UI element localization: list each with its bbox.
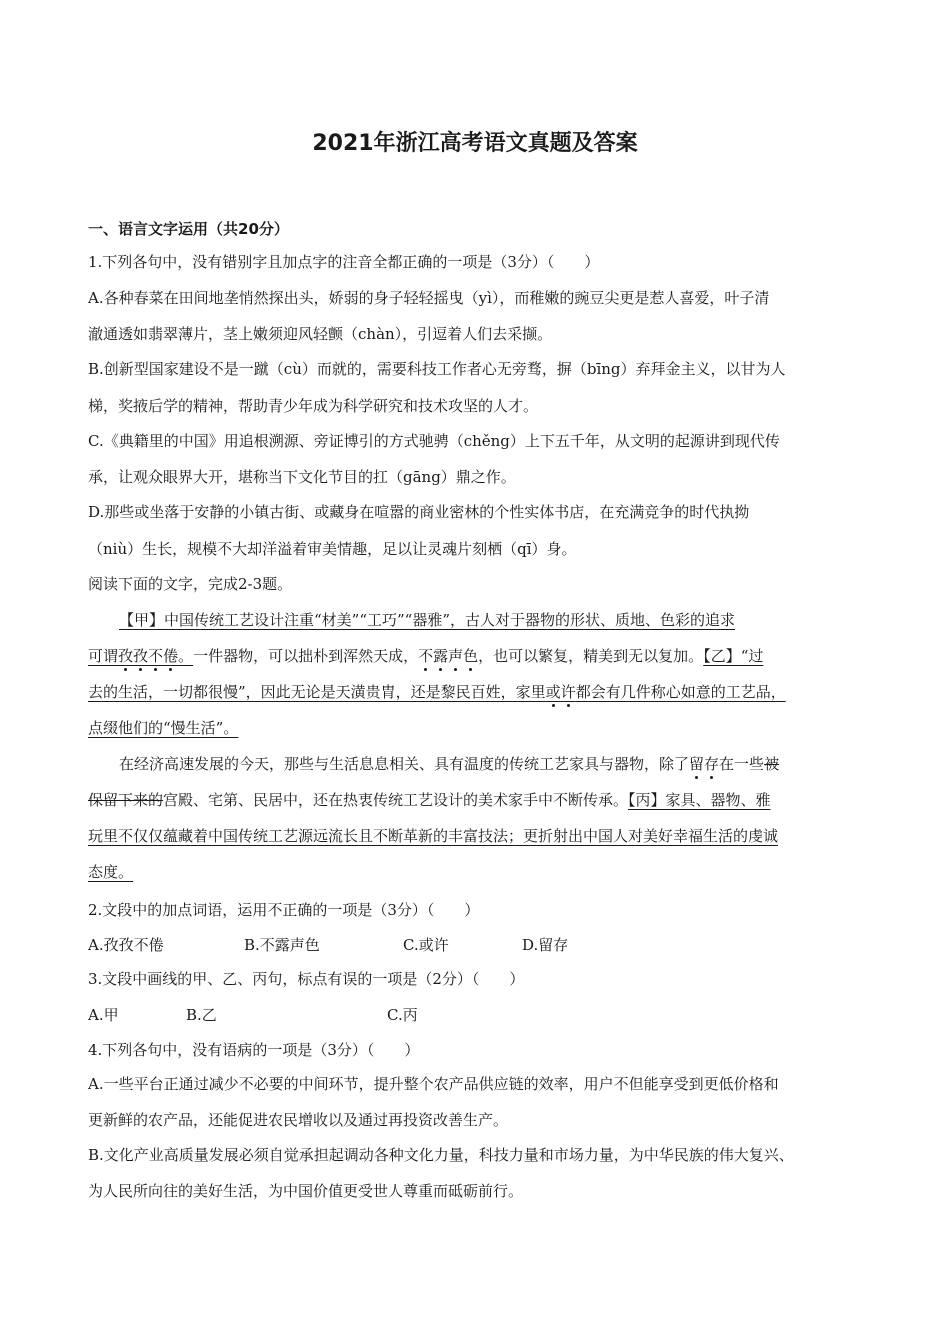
reading-intro: 阅读下面的文字，完成2-3题。	[88, 575, 293, 593]
question-3-option-b: B.乙	[186, 1006, 217, 1024]
emphasis-dot-char: 声	[448, 647, 464, 665]
question-1-option-d: D.那些或坐落于安静的小镇古街、或藏身在喧嚣的商业密林的个性实体书店，在充满竞争的时代执拗	[88, 503, 750, 521]
question-1-option-d-cont: （niù）生长，规模不大却洋溢着审美情趣，足以让灵魂片刻栖（qī）身。	[88, 540, 577, 558]
emphasis-dot-char: 孜	[133, 647, 149, 665]
question-3-option-c: C.丙	[387, 1006, 418, 1024]
emphasis-dot-char: 许	[560, 683, 576, 701]
question-4-stem: 4.下列各句中，没有语病的一项是（3分）（ ）	[88, 1041, 420, 1059]
passage-text: 去的生活，一切都很慢”，因此无论是天潢贵胄，还是黎民百姓，家里	[88, 683, 546, 701]
passage-sentence-bing-end: 态度。	[88, 863, 134, 881]
question-3-stem: 3.文段中画线的甲、乙、丙句，标点有误的一项是（2分）（ ）	[88, 970, 525, 988]
question-1-option-b: B.创新型国家建设不是一蹴（cù）而就的，需要科技工作者心无旁骛，摒（bīng）弃拜金主义，以甘为人	[88, 360, 786, 378]
passage-line	[88, 646, 763, 666]
passage-sentence-bing-cont: 玩里不仅仅蕴藏着中国传统工艺源远流长且不断革新的丰富技法；更折射出中国人对美好幸福生活的虔诚	[88, 827, 779, 845]
question-4-option-b-cont: 为人民所向往的美好生活，为中国价值更受世人尊重而砥砺前行。	[88, 1182, 524, 1200]
section-heading: 一、语言文字运用（共20分）	[88, 220, 289, 238]
passage-text: 在经济高速发展的今天，那些与生活息息相关、具有温度的传统工艺家具与器物，除了	[119, 755, 690, 773]
passage-text: 宫殿、宅第、民居中，还在热衷传统工艺设计的美术家手中不断传承。	[163, 791, 629, 809]
dotted-word-liucun	[689, 755, 719, 773]
question-2-stem: 2.文段中的加点词语，运用不正确的一项是（3分）（ ）	[88, 901, 480, 919]
question-1-stem: 1.下列各句中，没有错别字且加点字的注音全都正确的一项是（3分）（ ）	[88, 253, 600, 271]
passage-sentence-yi: 【乙】“过	[703, 647, 764, 665]
passage-sentence-yi-end: 点缀他们的“慢生活”。	[88, 719, 239, 737]
passage-sentence-yi-cont	[88, 682, 786, 702]
question-1-option-b-cont: 梯，奖掖后学的精神，帮助青少年成为科学研究和技术攻坚的人才。	[88, 397, 539, 415]
passage-text: 在一些	[719, 755, 765, 773]
passage-text: 可谓	[88, 647, 119, 665]
emphasis-dot-char: 不	[148, 647, 164, 665]
question-2-option-b: B.不露声色	[244, 936, 320, 954]
question-2-option-d: D.留存	[522, 936, 569, 954]
question-1-option-c: C.《典籍里的中国》用追根溯源、旁证博引的方式驰骋（chěng）上下五千年，从文明的起源讲到现代传	[88, 432, 780, 450]
emphasis-dot-char: 露	[433, 647, 449, 665]
emphasis-dot-char: 留	[689, 755, 705, 773]
passage-text: 都会有几件称心如意的工艺品，	[575, 683, 786, 701]
question-2-option-a: A.孜孜不倦	[88, 936, 164, 954]
passage-text: ，也可以繁复，精美到无以复加。	[478, 647, 704, 665]
passage-text: 。	[178, 647, 194, 665]
question-3-option-a: A.甲	[88, 1006, 119, 1024]
question-1-option-a-cont: 澈通透如翡翠薄片，茎上嫩须迎风轻颤（chàn），引逗着人们去采撷。	[88, 325, 553, 343]
dotted-word-huoxu	[546, 683, 576, 701]
passage-line	[119, 754, 779, 774]
page-title: 2021年浙江高考语文真题及答案	[312, 131, 638, 156]
question-4-option-a: A.一些平台正通过减少不必要的中间环节，提升整个农产品供应链的效率，用户不但能享受到更低价格和	[88, 1075, 779, 1093]
question-4-option-b: B.文化产业高质量发展必须自觉承担起调动各种文化力量，科技力量和市场力量，为中华民族的伟大复兴、	[88, 1146, 794, 1164]
struck-text: 保留下来的	[88, 791, 164, 809]
emphasis-dot-char: 色	[463, 647, 479, 665]
emphasis-dot-char: 或	[545, 683, 561, 701]
passage-line	[88, 790, 771, 810]
emphasis-dot-char: 存	[704, 755, 720, 773]
dotted-word-zizibujuan	[118, 647, 178, 665]
question-1-option-a: A.各种春菜在田间地垄悄然探出头，娇弱的身子轻轻摇曳（yì），而稚嫩的豌豆尖更是惹人喜爱，叶子清	[88, 289, 770, 307]
emphasis-dot-char: 不	[418, 647, 434, 665]
passage-sentence-jia: 【甲】中国传统工艺设计注重“材美”“工巧”“器雅”，古人对于器物的形状、质地、色彩的追求	[119, 611, 736, 629]
question-4-option-a-cont: 更新鲜的农产品，还能促进农民增收以及通过再投资改善生产。	[88, 1111, 509, 1129]
question-1-option-c-cont: 承，让观众眼界大开，堪称当下文化节目的扛（gāng）鼎之作。	[88, 468, 516, 486]
dotted-word-buloushengse	[418, 647, 478, 665]
struck-text: 被	[764, 755, 780, 773]
passage-sentence-jia-end	[88, 647, 193, 665]
emphasis-dot-char: 倦	[163, 647, 179, 665]
passage-text: 一件器物，可以拙朴到浑然天成，	[193, 647, 419, 665]
emphasis-dot-char: 孜	[118, 647, 134, 665]
question-2-option-c: C.或许	[403, 936, 449, 954]
passage-sentence-bing: 【丙】家具、器物、雅	[628, 791, 771, 809]
